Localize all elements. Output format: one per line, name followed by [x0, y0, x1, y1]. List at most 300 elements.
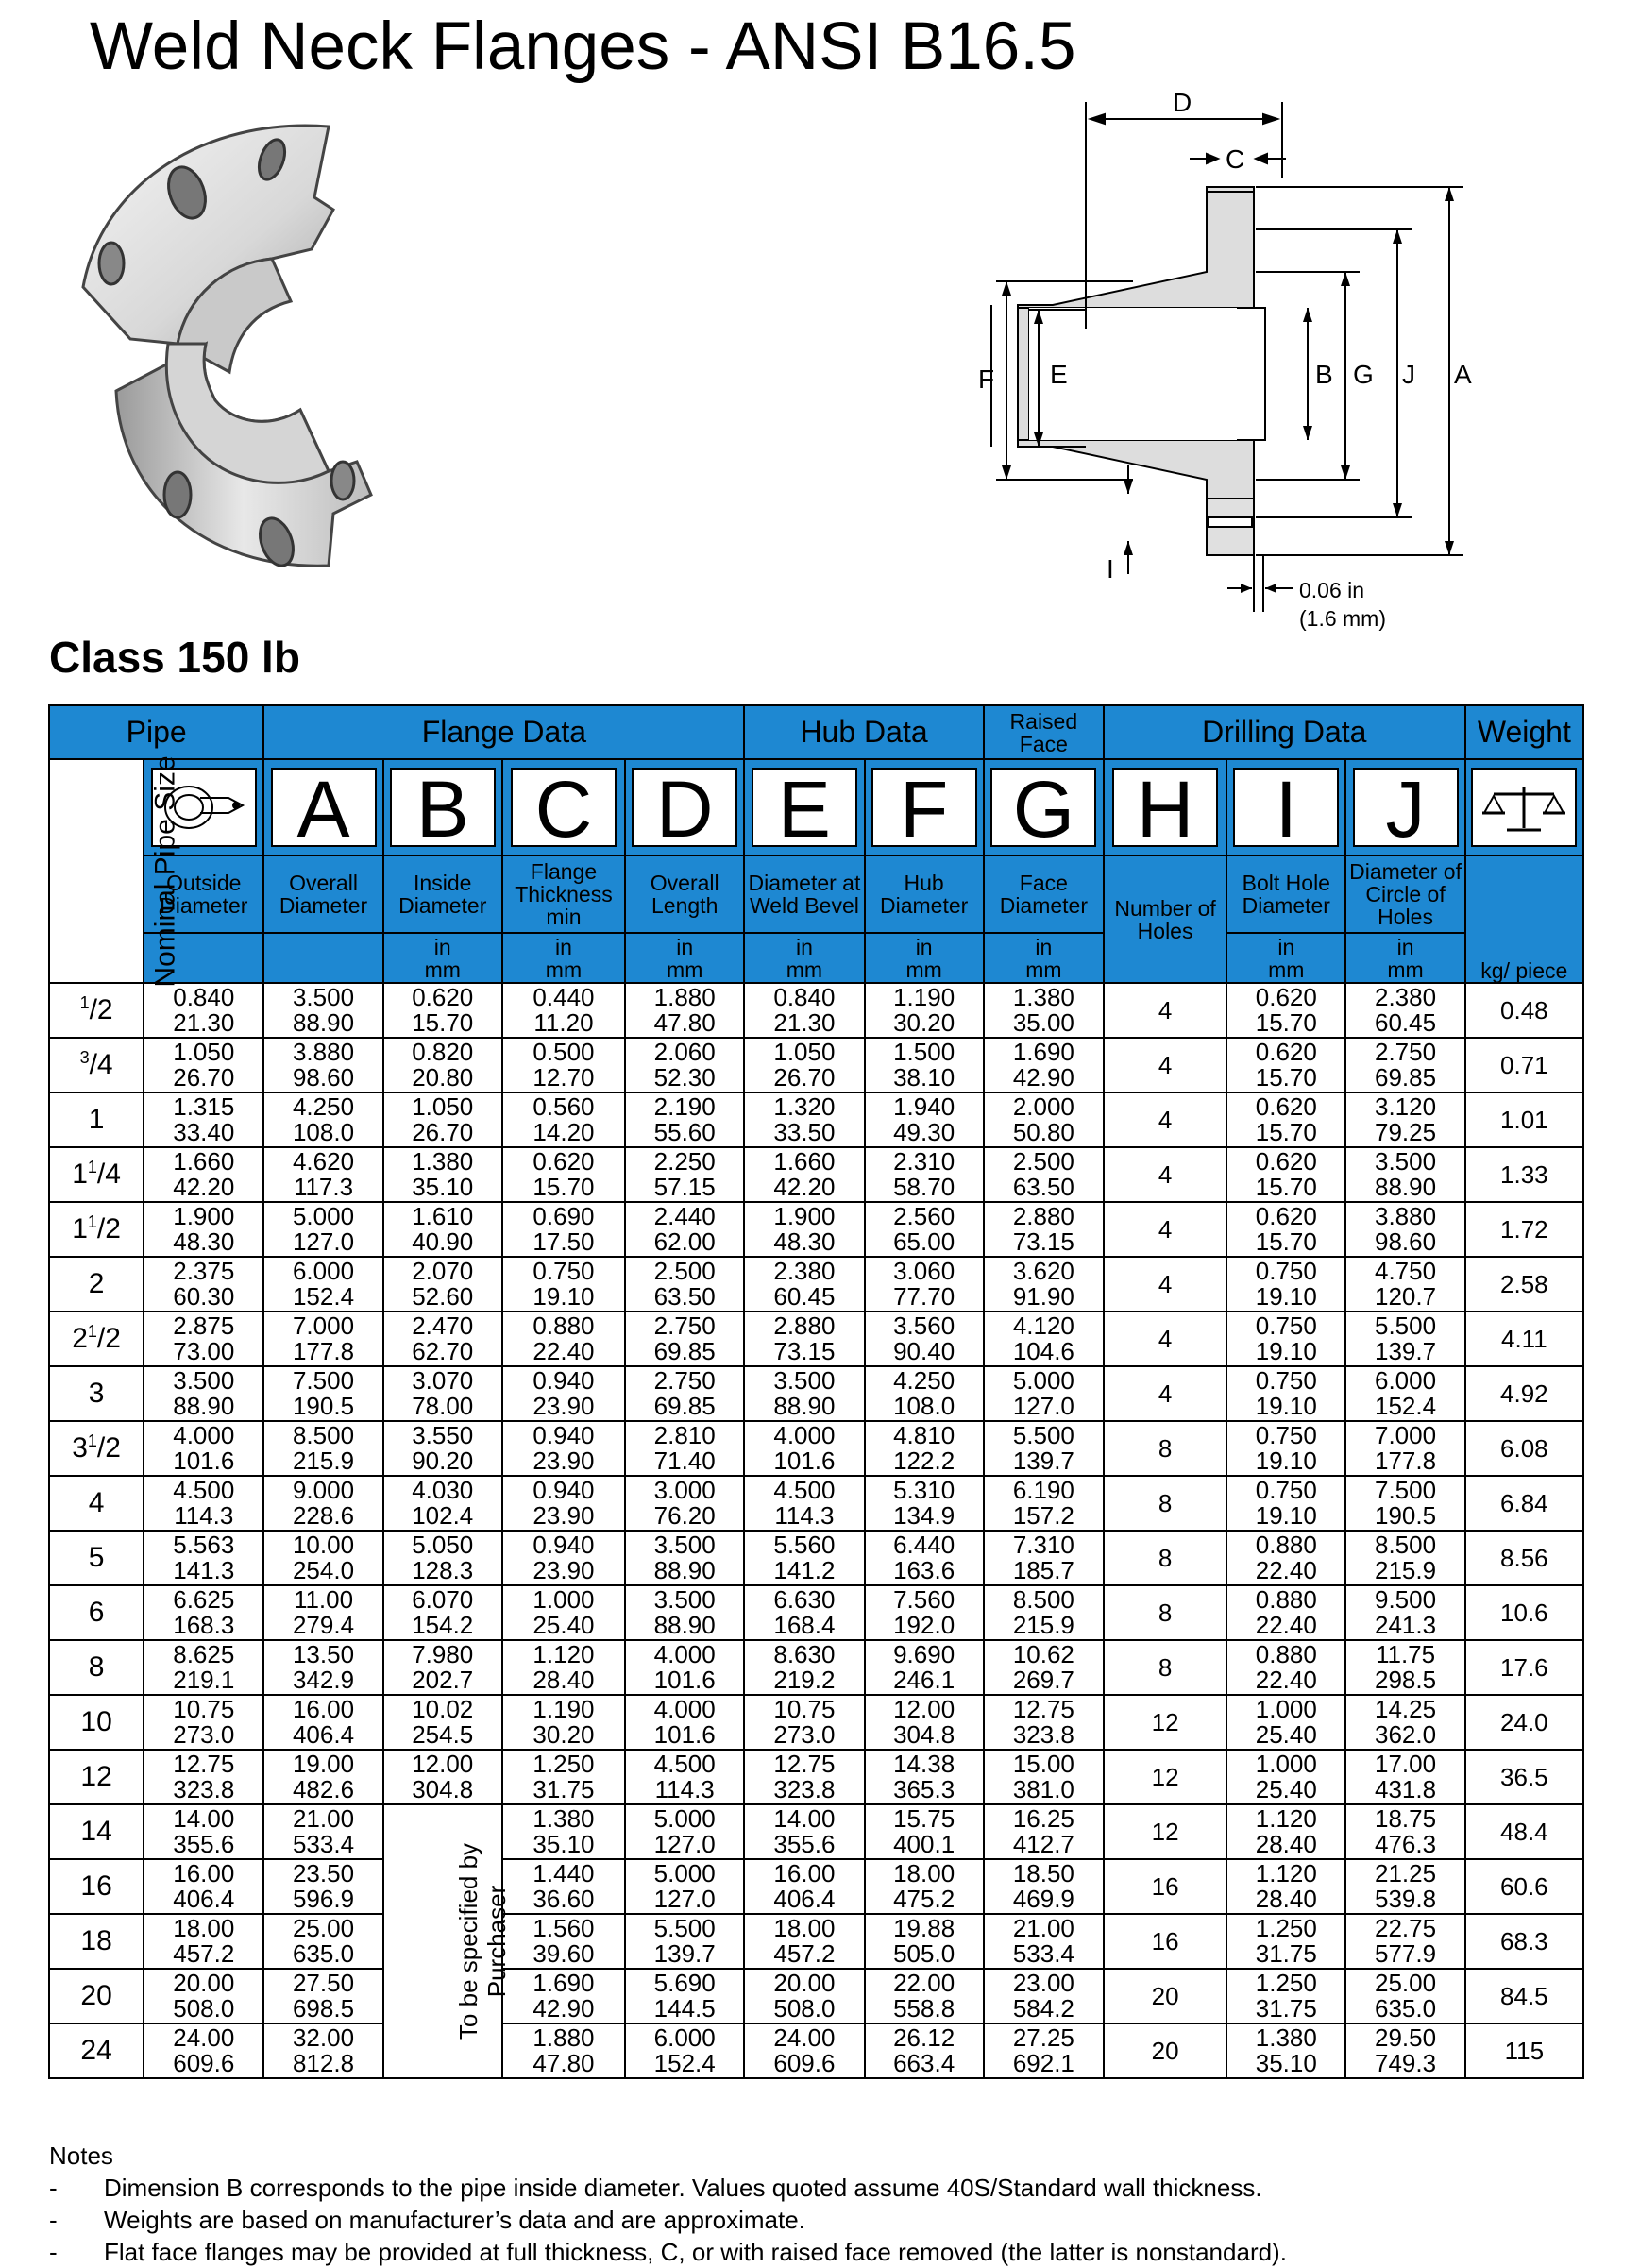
cell-circle-of-holes: 8.500 215.9 — [1345, 1531, 1464, 1585]
cell-hub-diameter: 7.560 192.0 — [865, 1585, 984, 1640]
cell-flange-thickness: 1.690 42.90 — [502, 1969, 625, 2023]
cell-overall-diameter: 10.00 254.0 — [263, 1531, 382, 1585]
unit-mm: mm — [667, 956, 703, 982]
cell-outside-diameter: 12.75 323.8 — [144, 1750, 263, 1804]
weight-unit: kg/ piece — [1465, 855, 1583, 983]
cell-number-of-holes: 4 — [1104, 1257, 1226, 1312]
weight-scale-icon — [1471, 768, 1577, 847]
cell-overall-length: 5.690 144.5 — [625, 1969, 744, 2023]
cell-face-diameter: 2.880 73.15 — [984, 1202, 1104, 1257]
desc-outside-diameter: Outside Diameter — [144, 855, 263, 933]
cell-circle-of-holes: 17.00 431.8 — [1345, 1750, 1464, 1804]
nps-cell: $^3$/4 — [49, 1038, 144, 1092]
unit-in: in — [555, 934, 572, 959]
cell-inside-diameter: 6.070 154.2 — [383, 1585, 502, 1640]
cell-flange-thickness: 0.690 17.50 — [502, 1202, 625, 1257]
dimension-table-wrapper — [48, 704, 1584, 2079]
cell-weight: 1.33 — [1465, 1147, 1583, 1202]
cell-hub-diameter: 26.12 663.4 — [865, 2023, 984, 2078]
table-row — [49, 1969, 1583, 2023]
cell-flange-thickness: 1.120 28.40 — [502, 1640, 625, 1695]
cell-inside-diameter: 3.550 90.20 — [383, 1421, 502, 1476]
cell-outside-diameter: 4.500 114.3 — [144, 1476, 263, 1531]
cell-weight: 8.56 — [1465, 1531, 1583, 1585]
cell-weld-bevel: 1.050 26.70 — [744, 1038, 864, 1092]
cell-bolt-hole-diameter: 1.120 28.40 — [1226, 1859, 1345, 1914]
cell-overall-diameter: 27.50 698.5 — [263, 1969, 382, 2023]
cell-face-diameter: 6.190 157.2 — [984, 1476, 1104, 1531]
cell-overall-length: 4.000 101.6 — [625, 1695, 744, 1750]
unit-in: in — [915, 934, 933, 959]
cell-number-of-holes: 8 — [1104, 1640, 1226, 1695]
cell-bolt-hole-diameter: 0.620 15.70 — [1226, 1092, 1345, 1147]
cell-number-of-holes: 4 — [1104, 1092, 1226, 1147]
table-row — [49, 1366, 1583, 1421]
diagram-label-j: J — [1402, 360, 1415, 389]
note-bullet: - — [49, 2174, 58, 2202]
cell-inside-diameter: 10.02 254.5 — [383, 1695, 502, 1750]
cell-weld-bevel: 6.630 168.4 — [744, 1585, 864, 1640]
cell-outside-diameter: 16.00 406.4 — [144, 1859, 263, 1914]
cell-flange-thickness: 1.560 39.60 — [502, 1914, 625, 1969]
nps-cell: 6 — [49, 1585, 144, 1640]
unit-cell-e — [744, 933, 864, 983]
cell-flange-thickness: 1.440 36.60 — [502, 1859, 625, 1914]
nps-cell: $1^1/4$ — [49, 1147, 144, 1202]
cell-bolt-hole-diameter: 0.750 19.10 — [1226, 1476, 1345, 1531]
cell-overall-diameter: 8.500 215.9 — [263, 1421, 382, 1476]
group-weight: Weight — [1465, 705, 1583, 759]
group-flange-data: Flange Data — [263, 705, 744, 759]
cell-overall-length: 3.500 88.90 — [625, 1585, 744, 1640]
cell-circle-of-holes: 25.00 635.0 — [1345, 1969, 1464, 2023]
cell-bolt-hole-diameter: 1.380 35.10 — [1226, 2023, 1345, 2078]
unit-cell-c — [502, 933, 625, 983]
letter-f: F — [871, 768, 977, 847]
cell-number-of-holes: 12 — [1104, 1750, 1226, 1804]
nps-cell: $^1$/2 — [49, 983, 144, 1038]
purchaser-note: To be specified by Purchaser — [453, 1842, 511, 2040]
table-row — [49, 1750, 1583, 1804]
cell-weld-bevel: 2.880 73.15 — [744, 1312, 864, 1366]
nps-cell: 8 — [49, 1640, 144, 1695]
cell-flange-thickness: 0.620 15.70 — [502, 1147, 625, 1202]
table-row — [49, 1092, 1583, 1147]
cell-outside-diameter: 1.660 42.20 — [144, 1147, 263, 1202]
cell-hub-diameter: 2.560 65.00 — [865, 1202, 984, 1257]
note-text: Weights are based on manufacturer’s data and are approximate. — [104, 2206, 805, 2234]
cell-circle-of-holes: 3.500 88.90 — [1345, 1147, 1464, 1202]
cell-face-diameter: 4.120 104.6 — [984, 1312, 1104, 1366]
cell-face-diameter: 16.25 412.7 — [984, 1804, 1104, 1859]
table-row — [49, 1421, 1583, 1476]
cell-outside-diameter: 24.00 609.6 — [144, 2023, 263, 2078]
cell-overall-diameter: 21.00 533.4 — [263, 1804, 382, 1859]
cell-flange-thickness: 0.940 23.90 — [502, 1366, 625, 1421]
cell-outside-diameter: 3.500 88.90 — [144, 1366, 263, 1421]
cell-inside-diameter: 2.070 52.60 — [383, 1257, 502, 1312]
group-hub-data: Hub Data — [744, 705, 983, 759]
table-row — [49, 1859, 1583, 1914]
cell-overall-length: 2.810 71.40 — [625, 1421, 744, 1476]
table-row — [49, 1312, 1583, 1366]
nps-header-label: Nominal Pipe Size — [149, 754, 181, 988]
cell-weight: 68.3 — [1465, 1914, 1583, 1969]
cell-overall-diameter: 3.500 88.90 — [263, 983, 382, 1038]
cell-weight: 36.5 — [1465, 1750, 1583, 1804]
cell-weld-bevel: 0.840 21.30 — [744, 983, 864, 1038]
cell-weld-bevel: 10.75 273.0 — [744, 1695, 864, 1750]
cell-number-of-holes: 8 — [1104, 1421, 1226, 1476]
cell-bolt-hole-diameter: 0.620 15.70 — [1226, 1038, 1345, 1092]
cell-outside-diameter: 4.000 101.6 — [144, 1421, 263, 1476]
cell-flange-thickness: 0.750 19.10 — [502, 1257, 625, 1312]
nps-header — [49, 754, 181, 988]
cell-weight: 10.6 — [1465, 1585, 1583, 1640]
cell-circle-of-holes: 14.25 362.0 — [1345, 1695, 1464, 1750]
letter-c: C — [511, 768, 617, 847]
cell-bolt-hole-diameter: 1.120 28.40 — [1226, 1804, 1345, 1859]
cell-weight: 60.6 — [1465, 1859, 1583, 1914]
cell-weight: 17.6 — [1465, 1640, 1583, 1695]
desc-overall-length: Overall Length — [625, 855, 744, 933]
cell-hub-diameter: 1.940 49.30 — [865, 1092, 984, 1147]
cell-outside-diameter: 0.840 21.30 — [144, 983, 263, 1038]
cell-circle-of-holes: 29.50 749.3 — [1345, 2023, 1464, 2078]
cell-hub-diameter: 12.00 304.8 — [865, 1695, 984, 1750]
cell-bolt-hole-diameter: 0.620 15.70 — [1226, 1147, 1345, 1202]
cell-face-diameter: 18.50 469.9 — [984, 1859, 1104, 1914]
cell-overall-diameter: 23.50 596.9 — [263, 1859, 382, 1914]
cell-face-diameter: 2.500 63.50 — [984, 1147, 1104, 1202]
cell-circle-of-holes: 3.880 98.60 — [1345, 1202, 1464, 1257]
desc-weld-bevel: Diameter at Weld Bevel — [744, 855, 864, 933]
cell-weight: 4.92 — [1465, 1366, 1583, 1421]
dimension-table — [48, 704, 1584, 2079]
note-bullet: - — [49, 2238, 58, 2266]
note-item — [49, 2236, 1287, 2268]
notes-section — [49, 2140, 1287, 2268]
diagram-label-i: I — [1107, 554, 1114, 584]
cell-overall-diameter: 3.880 98.60 — [263, 1038, 382, 1092]
cell-overall-length: 1.880 47.80 — [625, 983, 744, 1038]
group-pipe: Pipe — [49, 705, 263, 759]
cell-face-diameter: 5.000 127.0 — [984, 1366, 1104, 1421]
cell-bolt-hole-diameter: 0.750 19.10 — [1226, 1257, 1345, 1312]
cell-weight: 6.84 — [1465, 1476, 1583, 1531]
nps-cell: 24 — [49, 2023, 144, 2078]
cell-overall-diameter: 9.000 228.6 — [263, 1476, 382, 1531]
unit-in: in — [1396, 934, 1414, 959]
nps-cell: 16 — [49, 1859, 144, 1914]
cell-face-diameter: 2.000 50.80 — [984, 1092, 1104, 1147]
cell-weight: 1.72 — [1465, 1202, 1583, 1257]
desc-number-of-holes: Number of Holes — [1104, 855, 1226, 983]
cell-bolt-hole-diameter: 0.750 19.10 — [1226, 1312, 1345, 1366]
cell-outside-diameter: 2.375 60.30 — [144, 1257, 263, 1312]
letter-d: D — [632, 768, 737, 847]
cell-inside-diameter: 0.820 20.80 — [383, 1038, 502, 1092]
cell-weld-bevel: 4.000 101.6 — [744, 1421, 864, 1476]
cell-hub-diameter: 14.38 365.3 — [865, 1750, 984, 1804]
desc-flange-thickness: Flange Thickness min — [502, 855, 625, 933]
cell-weld-bevel: 2.380 60.45 — [744, 1257, 864, 1312]
cell-overall-length: 2.500 63.50 — [625, 1257, 744, 1312]
cell-face-diameter: 5.500 139.7 — [984, 1421, 1104, 1476]
unit-cell-b — [383, 933, 502, 983]
cell-overall-length: 2.440 62.00 — [625, 1202, 744, 1257]
cell-face-diameter: 1.380 35.00 — [984, 983, 1104, 1038]
cell-number-of-holes: 8 — [1104, 1531, 1226, 1585]
cell-bolt-hole-diameter: 1.250 31.75 — [1226, 1914, 1345, 1969]
cell-outside-diameter: 5.563 141.3 — [144, 1531, 263, 1585]
cell-flange-thickness: 1.250 31.75 — [502, 1750, 625, 1804]
nps-cell: $3^1/2$ — [49, 1421, 144, 1476]
cell-bolt-hole-diameter: 0.880 22.40 — [1226, 1531, 1345, 1585]
raised-face-note-mm: (1.6 mm) — [1299, 606, 1386, 631]
cell-weld-bevel: 8.630 219.2 — [744, 1640, 864, 1695]
group-raised-face: Raised Face — [984, 705, 1104, 759]
diagram-label-g: G — [1353, 360, 1374, 389]
cell-bolt-hole-diameter: 0.620 15.70 — [1226, 1202, 1345, 1257]
table-row — [49, 1038, 1583, 1092]
raised-face-note-in: 0.06 in — [1299, 578, 1365, 602]
table-row — [49, 1640, 1583, 1695]
table-row — [49, 2023, 1583, 2078]
cell-weld-bevel: 1.660 42.20 — [744, 1147, 864, 1202]
cell-circle-of-holes: 4.750 120.7 — [1345, 1257, 1464, 1312]
cell-face-diameter: 27.25 692.1 — [984, 2023, 1104, 2078]
cell-circle-of-holes: 7.500 190.5 — [1345, 1476, 1464, 1531]
cell-outside-diameter: 6.625 168.3 — [144, 1585, 263, 1640]
cell-circle-of-holes: 6.000 152.4 — [1345, 1366, 1464, 1421]
cell-bolt-hole-diameter: 1.250 31.75 — [1226, 1969, 1345, 2023]
note-item — [49, 2204, 1287, 2236]
cell-outside-diameter: 10.75 273.0 — [144, 1695, 263, 1750]
cell-overall-length: 2.190 55.60 — [625, 1092, 744, 1147]
cell-overall-diameter: 7.000 177.8 — [263, 1312, 382, 1366]
purchaser-note-cell — [383, 1804, 511, 2078]
cell-overall-diameter: 25.00 635.0 — [263, 1914, 382, 1969]
cell-inside-diameter: 3.070 78.00 — [383, 1366, 502, 1421]
cell-inside-diameter: 1.610 40.90 — [383, 1202, 502, 1257]
page-title: Weld Neck Flanges - ANSI B16.5 — [90, 9, 1076, 84]
cell-weight: 2.58 — [1465, 1257, 1583, 1312]
letter-e: E — [752, 768, 857, 847]
unit-cell-g — [984, 933, 1104, 983]
cell-circle-of-holes: 5.500 139.7 — [1345, 1312, 1464, 1366]
cell-overall-diameter: 4.620 117.3 — [263, 1147, 382, 1202]
cell-overall-diameter: 13.50 342.9 — [263, 1640, 382, 1695]
unit-cell-f — [865, 933, 984, 983]
cell-number-of-holes: 4 — [1104, 1366, 1226, 1421]
cell-hub-diameter: 3.560 90.40 — [865, 1312, 984, 1366]
cell-face-diameter: 1.690 42.90 — [984, 1038, 1104, 1092]
cell-weight: 4.11 — [1465, 1312, 1583, 1366]
cell-weight: 0.71 — [1465, 1038, 1583, 1092]
letter-i: I — [1233, 768, 1339, 847]
cell-overall-diameter: 19.00 482.6 — [263, 1750, 382, 1804]
table-row — [49, 1804, 1583, 1859]
units-row — [49, 933, 1583, 983]
cell-face-diameter: 23.00 584.2 — [984, 1969, 1104, 2023]
cell-overall-diameter: 5.000 127.0 — [263, 1202, 382, 1257]
desc-circle-of-holes: Diameter of Circle of Holes — [1345, 855, 1464, 933]
cell-flange-thickness: 1.000 25.40 — [502, 1585, 625, 1640]
cell-inside-diameter: 4.030 102.4 — [383, 1476, 502, 1531]
unit-mm: mm — [905, 956, 942, 982]
cell-weld-bevel: 4.500 114.3 — [744, 1476, 864, 1531]
cell-number-of-holes: 8 — [1104, 1476, 1226, 1531]
cell-face-diameter: 7.310 185.7 — [984, 1531, 1104, 1585]
group-drilling-data: Drilling Data — [1104, 705, 1465, 759]
cell-inside-diameter: 7.980 202.7 — [383, 1640, 502, 1695]
cell-overall-length: 2.060 52.30 — [625, 1038, 744, 1092]
cell-weight: 24.0 — [1465, 1695, 1583, 1750]
cell-hub-diameter: 15.75 400.1 — [865, 1804, 984, 1859]
notes-heading: Notes — [49, 2141, 113, 2170]
cell-weight: 84.5 — [1465, 1969, 1583, 2023]
cell-inside-diameter: 5.050 128.3 — [383, 1531, 502, 1585]
nps-cell: 5 — [49, 1531, 144, 1585]
nps-cell: 10 — [49, 1695, 144, 1750]
cell-overall-length: 5.000 127.0 — [625, 1804, 744, 1859]
cell-circle-of-holes: 18.75 476.3 — [1345, 1804, 1464, 1859]
cell-circle-of-holes: 3.120 79.25 — [1345, 1092, 1464, 1147]
cell-face-diameter: 12.75 323.8 — [984, 1695, 1104, 1750]
cell-hub-diameter: 4.250 108.0 — [865, 1366, 984, 1421]
letter-a: A — [271, 768, 377, 847]
cell-overall-length: 3.500 88.90 — [625, 1531, 744, 1585]
nps-cell: 12 — [49, 1750, 144, 1804]
table-body — [49, 983, 1583, 2078]
cell-weight: 115 — [1465, 2023, 1583, 2078]
cell-overall-diameter: 7.500 190.5 — [263, 1366, 382, 1421]
cell-weight: 6.08 — [1465, 1421, 1583, 1476]
cell-circle-of-holes: 2.750 69.85 — [1345, 1038, 1464, 1092]
cell-hub-diameter: 9.690 246.1 — [865, 1640, 984, 1695]
nps-cell: 2 — [49, 1257, 144, 1312]
cell-circle-of-holes: 22.75 577.9 — [1345, 1914, 1464, 1969]
diagram-label-c: C — [1226, 144, 1245, 174]
cell-outside-diameter: 20.00 508.0 — [144, 1969, 263, 2023]
nps-cell: 18 — [49, 1914, 144, 1969]
table-row — [49, 1585, 1583, 1640]
cell-bolt-hole-diameter: 0.880 22.40 — [1226, 1640, 1345, 1695]
table-row — [49, 1476, 1583, 1531]
cell-hub-diameter: 1.500 38.10 — [865, 1038, 984, 1092]
diagram-label-a: A — [1454, 360, 1472, 389]
cell-circle-of-holes: 11.75 298.5 — [1345, 1640, 1464, 1695]
cell-overall-diameter: 4.250 108.0 — [263, 1092, 382, 1147]
cell-flange-thickness: 1.190 30.20 — [502, 1695, 625, 1750]
table-row — [49, 1257, 1583, 1312]
cell-flange-thickness: 0.880 22.40 — [502, 1312, 625, 1366]
cell-overall-diameter: 32.00 812.8 — [263, 2023, 382, 2078]
cell-number-of-holes: 12 — [1104, 1804, 1226, 1859]
cell-hub-diameter: 5.310 134.9 — [865, 1476, 984, 1531]
cell-weld-bevel: 12.75 323.8 — [744, 1750, 864, 1804]
cell-overall-diameter: 16.00 406.4 — [263, 1695, 382, 1750]
cell-overall-length: 2.250 57.15 — [625, 1147, 744, 1202]
cell-hub-diameter: 1.190 30.20 — [865, 983, 984, 1038]
nps-cell: 20 — [49, 1969, 144, 2023]
cell-weight: 0.48 — [1465, 983, 1583, 1038]
note-item — [49, 2172, 1287, 2204]
cell-overall-diameter: 11.00 279.4 — [263, 1585, 382, 1640]
nps-cell: 1 — [49, 1092, 144, 1147]
diagram-label-e: E — [1050, 360, 1068, 389]
unit-mm: mm — [1387, 956, 1424, 982]
nps-cell: 3 — [49, 1366, 144, 1421]
letter-h: H — [1112, 768, 1218, 847]
unit-cell-d — [625, 933, 744, 983]
cell-flange-thickness: 0.500 12.70 — [502, 1038, 625, 1092]
cell-number-of-holes: 4 — [1104, 1147, 1226, 1202]
cell-hub-diameter: 6.440 163.6 — [865, 1531, 984, 1585]
cell-weld-bevel: 3.500 88.90 — [744, 1366, 864, 1421]
cell-number-of-holes: 4 — [1104, 1038, 1226, 1092]
desc-bolt-hole-diameter: Bolt Hole Diameter — [1226, 855, 1345, 933]
unit-mm: mm — [545, 956, 583, 982]
cell-overall-length: 3.000 76.20 — [625, 1476, 744, 1531]
cell-number-of-holes: 4 — [1104, 1312, 1226, 1366]
cell-flange-thickness: 1.380 35.10 — [502, 1804, 625, 1859]
cell-outside-diameter: 2.875 73.00 — [144, 1312, 263, 1366]
unit-in: in — [795, 934, 813, 959]
cell-outside-diameter: 1.315 33.40 — [144, 1092, 263, 1147]
nps-cell: 4 — [49, 1476, 144, 1531]
unit-in: in — [676, 934, 694, 959]
cell-weld-bevel: 16.00 406.4 — [744, 1859, 864, 1914]
cell-weld-bevel: 5.560 141.2 — [744, 1531, 864, 1585]
unit-cell-i — [1226, 933, 1345, 983]
cell-weight: 48.4 — [1465, 1804, 1583, 1859]
scale-icon-cell — [1465, 759, 1583, 855]
cell-face-diameter: 3.620 91.90 — [984, 1257, 1104, 1312]
cell-overall-length: 2.750 69.85 — [625, 1312, 744, 1366]
unit-mm: mm — [786, 956, 823, 982]
cell-number-of-holes: 4 — [1104, 1202, 1226, 1257]
flange-illustration — [45, 98, 555, 603]
cell-face-diameter: 10.62 269.7 — [984, 1640, 1104, 1695]
cell-overall-length: 4.000 101.6 — [625, 1640, 744, 1695]
letter-g: G — [990, 768, 1096, 847]
unit-cell-a — [263, 933, 382, 983]
cell-hub-diameter: 18.00 475.2 — [865, 1859, 984, 1914]
class-heading: Class 150 lb — [49, 633, 300, 682]
cell-circle-of-holes: 21.25 539.8 — [1345, 1859, 1464, 1914]
diagram-label-d: D — [1173, 88, 1192, 117]
cell-outside-diameter: 8.625 219.1 — [144, 1640, 263, 1695]
cell-outside-diameter: 14.00 355.6 — [144, 1804, 263, 1859]
cell-hub-diameter: 3.060 77.70 — [865, 1257, 984, 1312]
desc-inside-diameter: Inside Diameter — [383, 855, 502, 933]
cell-flange-thickness: 0.440 11.20 — [502, 983, 625, 1038]
table-row — [49, 1695, 1583, 1750]
cell-flange-thickness: 1.880 47.80 — [502, 2023, 625, 2078]
cell-outside-diameter: 1.050 26.70 — [144, 1038, 263, 1092]
cell-hub-diameter: 2.310 58.70 — [865, 1147, 984, 1202]
table-row — [49, 1531, 1583, 1585]
cell-circle-of-holes: 2.380 60.45 — [1345, 983, 1464, 1038]
diagram-label-f: F — [978, 364, 995, 394]
table-row — [49, 983, 1583, 1038]
cell-weld-bevel: 20.00 508.0 — [744, 1969, 864, 2023]
cell-overall-length: 6.000 152.4 — [625, 2023, 744, 2078]
unit-cell-j — [1345, 933, 1464, 983]
note-text: Flat face flanges may be provided at full thickness, C, or with raised face removed (the latter is nonstandard). — [104, 2238, 1287, 2266]
